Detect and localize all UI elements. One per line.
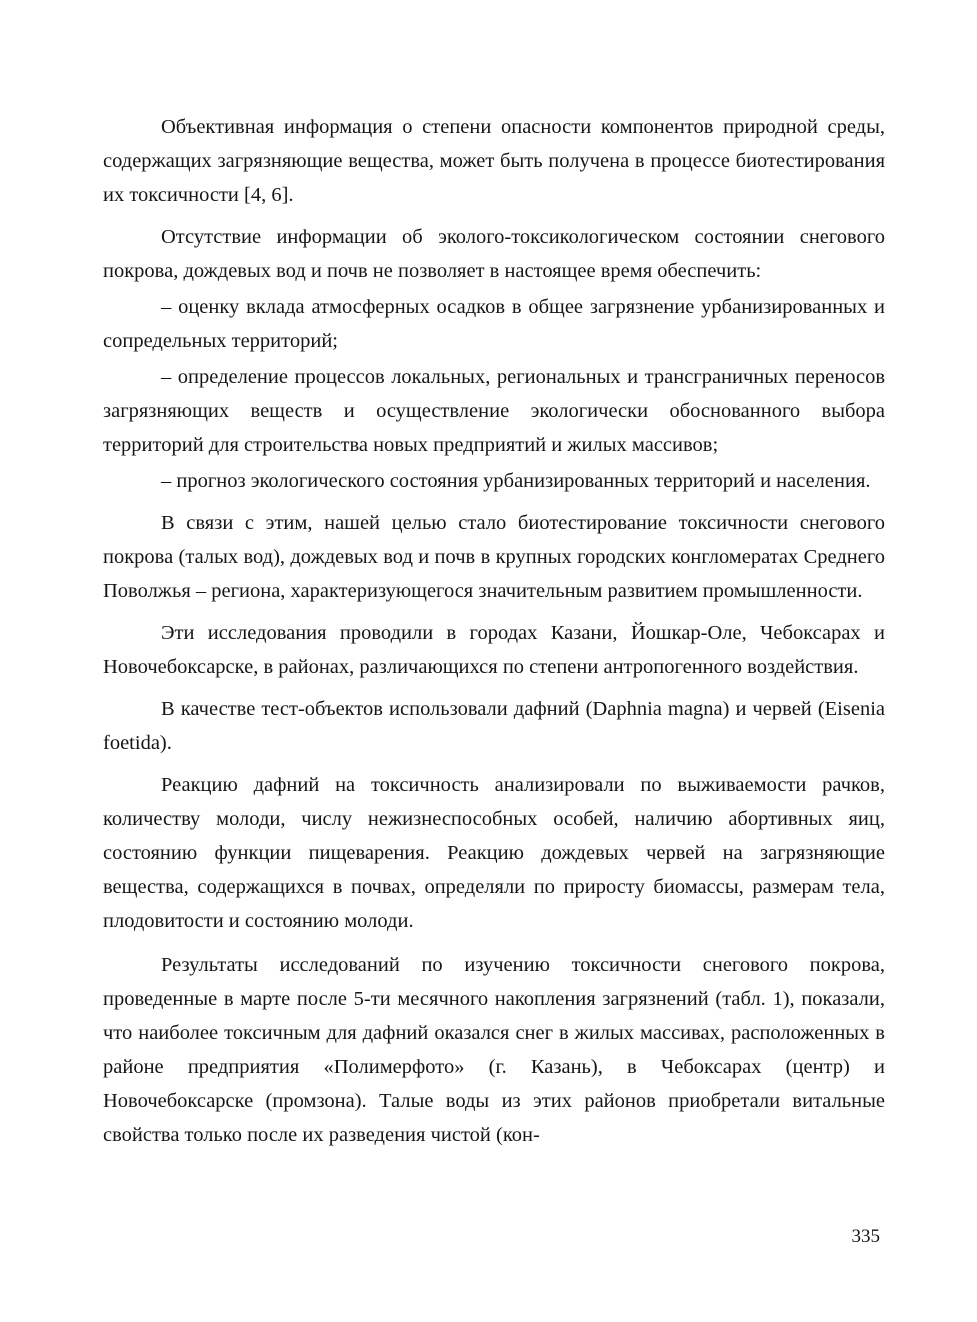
paragraph-test-objects: В качестве тест-объектов использовали дафний (Daphnia magna) и червей (Eisenia foetida).: [103, 698, 885, 754]
paragraph-reaction: Реакцию дафний на токсичность анализировали по выживаемости рачков, количеству молоди, числу нежизнеспособных особей, наличию абортивных яиц, состоянию функции пищеварения. Реакцию дождевых червей на загрязняющие вещества, содержащихся в почвах, определяли по приросту биомассы, размерам тела, плодовитости и состоянию молоди.: [103, 774, 885, 932]
list-item-assessment: – оценку вклада атмосферных осадков в общее загрязнение урбанизированных и сопредельных территорий;: [103, 296, 885, 352]
list-item-forecast: – прогноз экологического состояния урбанизированных территорий и населения.: [161, 470, 871, 492]
list-item-processes: – определение процессов локальных, региональных и трансграничных переносов загрязняющих веществ и осуществление экологически обоснованного выбора территорий для строительства новых предприятий и жилых массивов;: [103, 366, 885, 456]
paragraph-goal: В связи с этим, нашей целью стало биотестирование токсичности снегового покрова (талых вод), дождевых вод и почв в крупных городских конгломератах Среднего Поволжья – региона, характеризующегося значительным развитием промышленности.: [103, 512, 885, 602]
paragraph-intro: Объективная информация о степени опасности компонентов природной среды, содержащих загрязняющие вещества, может быть получена в процессе биотестирования их токсичности [4, 6].: [103, 116, 885, 206]
body-text: [103, 110, 885, 1152]
page-number: 335: [851, 1226, 880, 1247]
paragraph-lack-of-info: Отсутствие информации об эколого-токсикологическом состоянии снегового покрова, дождевых вод и почв не позволяет в настоящее время обеспечить:: [103, 226, 885, 282]
paragraph-results: Результаты исследований по изучению токсичности снегового покрова, проведенные в марте после 5-ти месячного накопления загрязнений (табл. 1), показали, что наиболее токсичным для дафний оказался снег в жилых массивах, расположенных в районе предприятия «Полимерфото» (г. Казань), в Чебоксарах (центр) и Новочебоксарске (промзона). Талые воды из этих районов приобретали витальные свойства только после их разведения чистой (кон-: [103, 954, 885, 1146]
paragraph-cities: Эти исследования проводили в городах Казани, Йошкар-Оле, Чебоксарах и Новочебоксарске, в районах, различающихся по степени антропогенного воздействия.: [103, 622, 885, 678]
